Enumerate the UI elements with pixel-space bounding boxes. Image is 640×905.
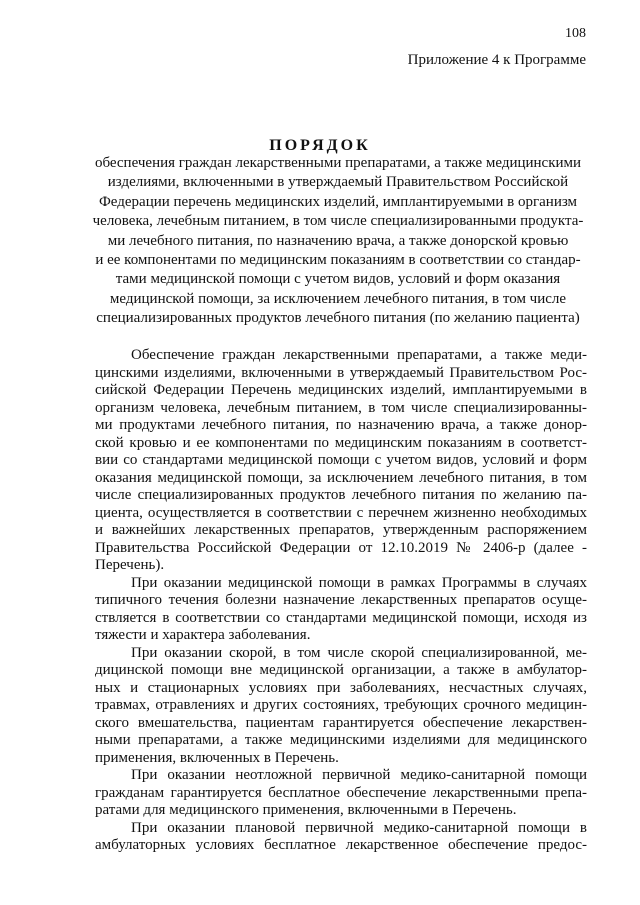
document-subtitle [88,154,588,329]
body-line: Правительства Российской Федерации от 12.10.2019 № 2406-р (далее - [95,539,587,556]
body-line: При оказании скорой, в том числе скорой специализированной, ме- [131,644,587,661]
body-line: амбулаторных условиях бесплатное лекарственное обеспечение предос- [95,837,587,853]
subtitle-line: и ее компонентами по медицинским показаниям в соответствии со стандар- [95,252,581,269]
appendix-label: Приложение 4 к Программе [407,52,586,68]
body-line: типичного течения болезни назначение лекарственных препаратов осуще- [95,592,587,608]
body-line: ратами для медицинского применения, включенными в Перечень. [95,802,517,818]
body-line: ской кровью и ее компонентами по медицинским показаниям в соответст- [95,434,587,451]
body-line: числе специализированных продуктов лечебного питания по желанию па- [95,487,587,503]
body-line: ствляется в соответствии со стандартами медицинской помощи, исходя из [95,609,587,626]
document-title: ПОРЯДОК [269,137,371,154]
subtitle-line: Федерации перечень медицинских изделий, имплантируемыми в организм [98,193,578,210]
body-line: ными препаратами, а также медицинскими изделиями для медицинского [95,732,587,748]
body-line: ми продуктами лечебного питания, по назначению врача, а также донор- [95,417,587,433]
body-line: При оказании медицинской помощи в рамках Программы в случаях [131,574,587,591]
body-line: ского вмешательства, пациентам гарантируется обеспечение лекарствен- [95,714,587,731]
body-line: организм человека, лечебным питанием, в том числе специализированны- [95,399,587,416]
subtitle-line: изделиями, включенными в утверждаемый Правительством Российской [107,174,569,191]
body-line: При оказании неотложной первичной медико-санитарной помощи [131,767,587,783]
body-line: гражданам гарантируется бесплатное обеспечение лекарственными препа- [95,784,587,801]
body-line: и важнейших лекарственных препаратов, утвержденным распоряжением [95,522,587,538]
body-line: применения, включенных в Перечень. [95,749,339,766]
body-line: ных и стационарных условиях при заболеваниях, несчастных случаях, [95,679,587,696]
body-line: вии со стандартами медицинской помощи с учетом видов, условий и форм [95,452,587,468]
subtitle-line: ми лечебного питания, по назначению врача, а также донорской кровью [107,232,569,249]
page-number: 108 [565,26,586,41]
body-line: Обеспечение граждан лекарственными препаратами, а также меди- [131,347,587,363]
body-line: циента, осуществляется в соответствии с перечнем жизненно необходимых [95,504,587,521]
body-line: сийской Федерации Перечень медицинских изделий, имплантируемыми в [95,382,587,398]
body-line: травмах, отравлениях и других состояниях, требующих срочного медицин- [95,697,587,713]
body-line: При оказании плановой первичной медико-санитарной помощи в [131,819,587,836]
subtitle-line: человека, лечебным питанием, в том числе специализированными продукта- [92,213,584,230]
body-line: оказания медицинской помощи, за исключением лечебного питания, в том [95,469,587,486]
subtitle-line: специализированных продуктов лечебного питания (по желанию пациента) [96,310,580,327]
body-text [95,347,587,855]
body-line: тяжести и характера заболевания. [95,627,311,643]
subtitle-line: обеспечения граждан лекарственными препаратами, а также медицинскими [94,155,582,171]
subtitle-line: тами медицинской помощи с учетом видов, условий и форм оказания [115,271,561,288]
body-line: цинскими изделиями, включенными в утверждаемый Правительством Рос- [95,364,587,381]
body-line: Перечень). [95,557,165,573]
body-line: дицинской помощи вне медицинской организации, а также в амбулатор- [95,662,587,678]
subtitle-line: медицинской помощи, за исключением лечебного питания, в том числе [109,290,567,307]
